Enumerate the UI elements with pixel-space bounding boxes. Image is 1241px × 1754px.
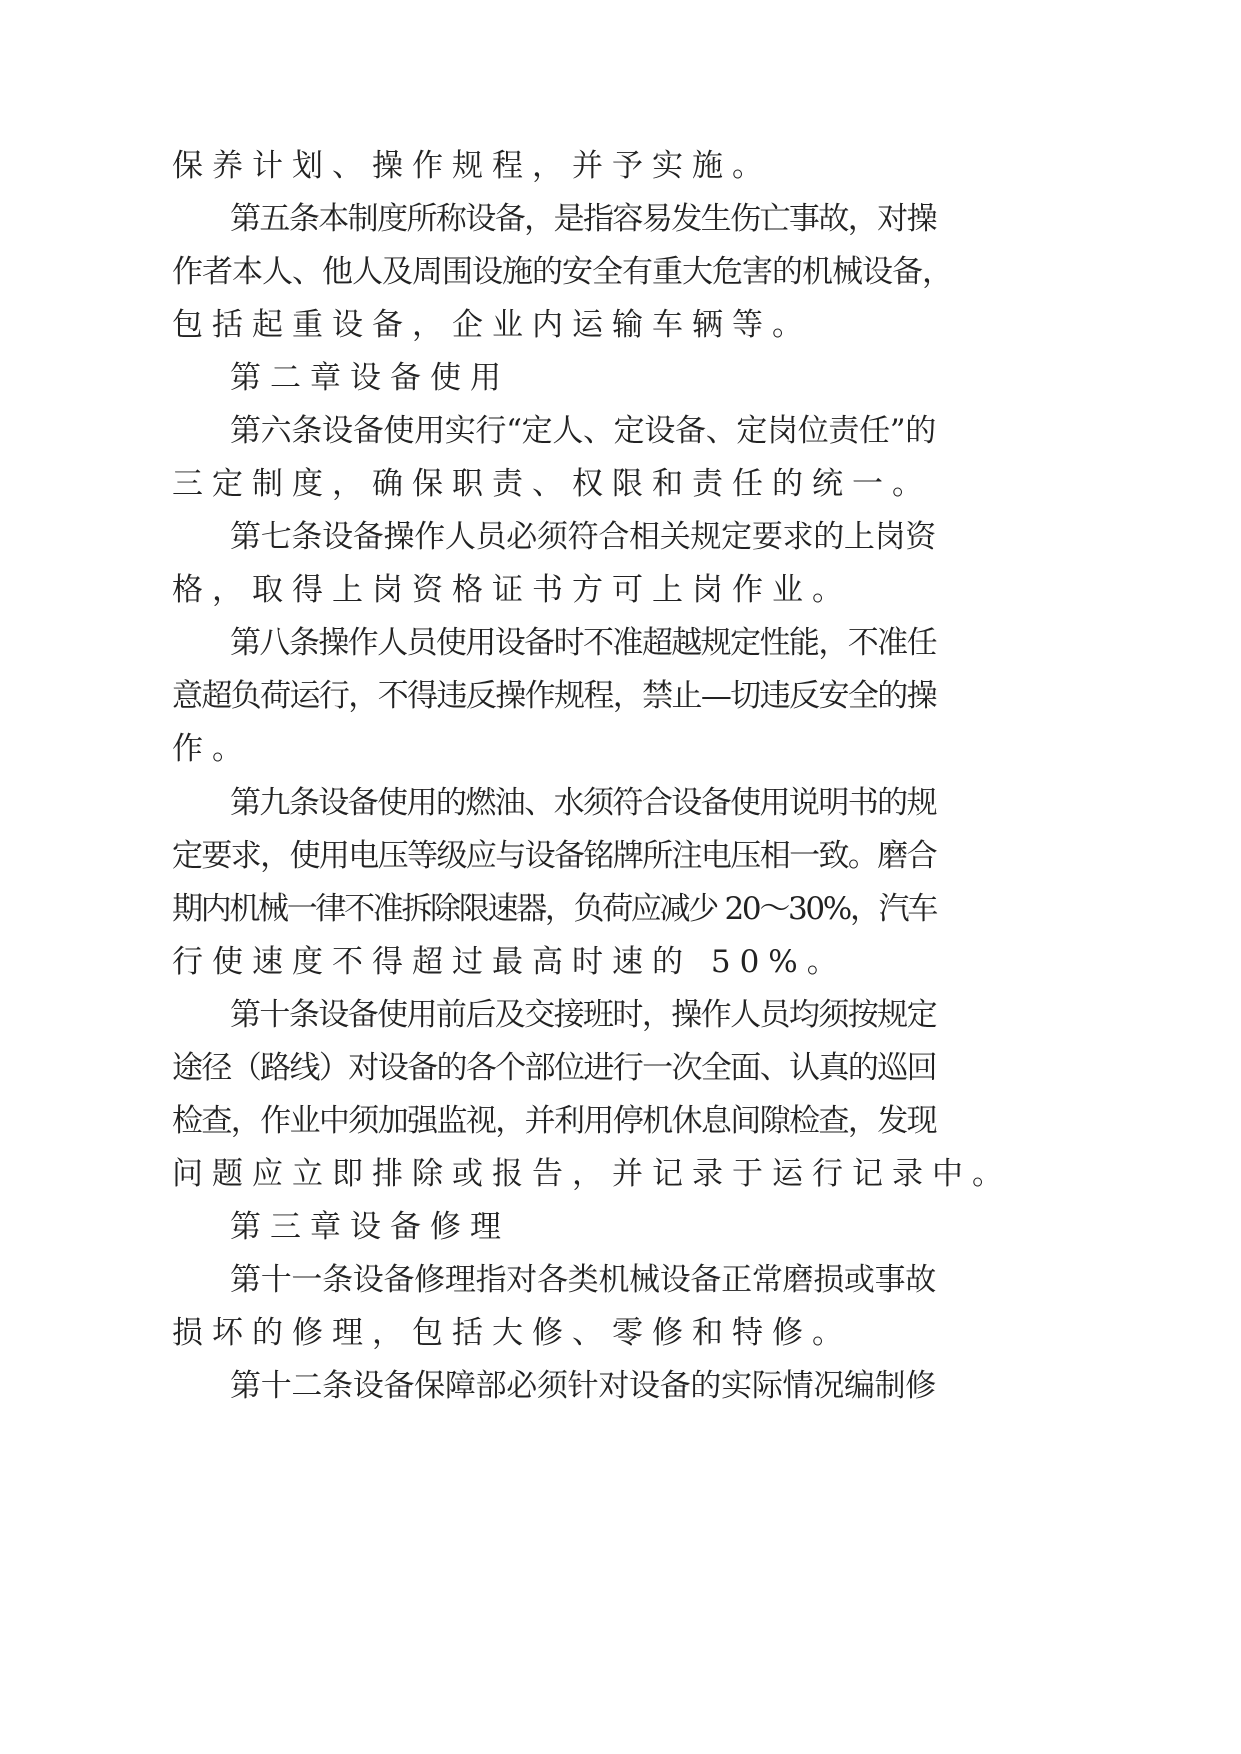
text-line: 途径（路线）对设备的各个部位进行一次全面、认真的巡回	[172, 1050, 936, 1086]
text-line: 保养计划、操作规程，并予实施。	[172, 148, 772, 184]
text-line: 损坏的修理，包括大修、零修和特修。	[172, 1315, 852, 1351]
text-line: 问题应立即排除或报告，并记录于运行记录中。	[172, 1156, 1012, 1192]
text-line: 第五条本制度所称设备，是指容易发生伤亡事故，对操	[230, 201, 936, 237]
text-line: 第九条设备使用的燃油、水须符合设备使用说明书的规	[230, 785, 936, 821]
text-line: 作者本人、他人及周围设施的安全有重大危害的机械设备，	[172, 254, 952, 290]
text-line: 检查，作业中须加强监视，并利用停机休息间隙检查，发现	[172, 1103, 936, 1139]
text-line: 第十一条设备修理指对各类机械设备正常磨损或事故	[230, 1262, 936, 1298]
text-line: 第十条设备使用前后及交接班时，操作人员均须按规定	[230, 997, 936, 1033]
text-line: 第十二条设备保障部必须针对设备的实际情况编制修	[230, 1368, 936, 1404]
text-line: 第六条设备使用实行“定人、定设备、定岗位责任”的	[230, 413, 936, 449]
text-line: 作。	[172, 731, 252, 767]
chapter-heading: 第三章设备修理	[230, 1209, 510, 1245]
chapter-heading: 第二章设备使用	[230, 360, 510, 396]
text-line: 格，取得上岗资格证书方可上岗作业。	[172, 572, 852, 608]
text-line: 定要求，使用电压等级应与设备铭牌所注电压相一致。磨合	[172, 838, 936, 874]
text-line: 期内机械一律不准拆除限速器，负荷应减少 20～30%，汽车	[172, 891, 936, 927]
text-line: 三定制度，确保职责、权限和责任的统一。	[172, 466, 932, 502]
text-line: 意超负荷运行，不得违反操作规程，禁止—切违反安全的操	[172, 678, 936, 714]
text-line: 行使速度不得超过最高时速的 50%。	[172, 944, 847, 980]
text-line: 第八条操作人员使用设备时不准超越规定性能，不准任	[230, 625, 936, 661]
text-line: 包括起重设备，企业内运输车辆等。	[172, 307, 812, 343]
text-line: 第七条设备操作人员必须符合相关规定要求的上岗资	[230, 519, 936, 555]
